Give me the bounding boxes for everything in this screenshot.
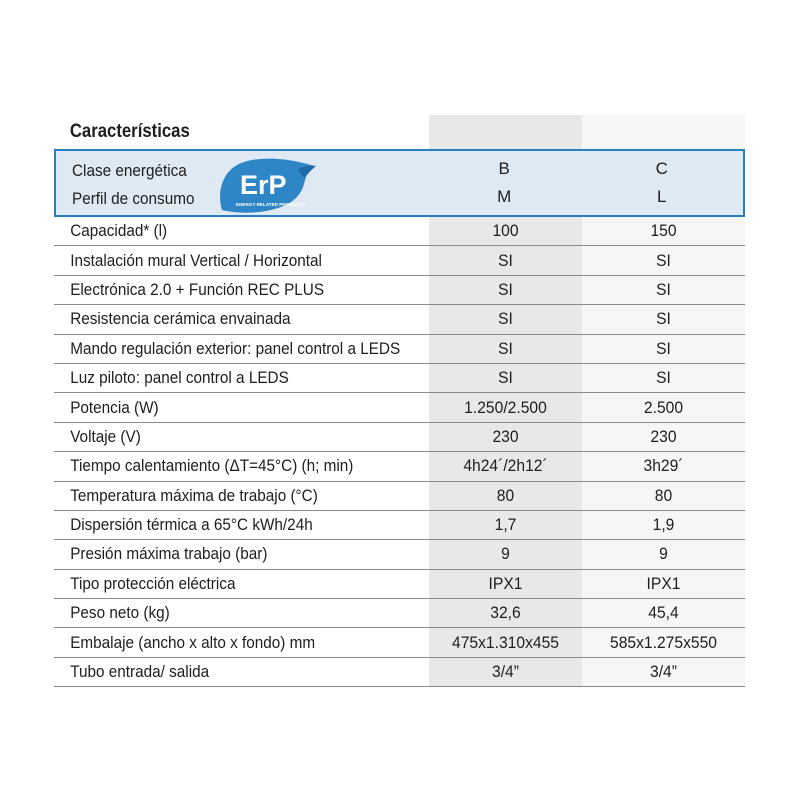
row-value-b: SI [656, 279, 671, 299]
erp-row [54, 151, 745, 217]
row-value-b: 2.500 [643, 397, 684, 417]
row-value-a: 80 [496, 485, 515, 505]
consumption-profile-a: M [497, 187, 512, 206]
row-label: Tiempo calentamiento (ΔT=45°C) (h; min) [70, 456, 354, 476]
title-row [54, 115, 745, 151]
table-row [54, 540, 745, 569]
row-label: Capacidad* (l) [70, 221, 168, 241]
row-value-a: 9 [501, 544, 510, 564]
table-row [54, 628, 745, 657]
table-row [54, 246, 745, 275]
spec-table [54, 115, 745, 687]
row-label: Tipo protección eléctrica [70, 573, 236, 593]
table-row [54, 217, 745, 246]
table-row [54, 452, 745, 481]
table-row [54, 393, 745, 422]
row-label: Dispersión térmica a 65°C kWh/24h [70, 515, 313, 535]
table-row [54, 305, 745, 334]
row-label: Luz piloto: panel control a LEDS [70, 368, 289, 388]
row-label: Tubo entrada/ salida [70, 662, 210, 682]
spec-rows [54, 217, 745, 687]
row-value-a: 1,7 [494, 515, 517, 535]
erp-logo-subtext: ENERGY RELATED PRODUCTS [236, 202, 305, 207]
row-value-b: SI [656, 338, 671, 358]
table-row [54, 364, 745, 393]
row-value-a: 475x1.310x455 [452, 632, 559, 652]
table-row [54, 570, 745, 599]
row-value-b: 585x1.275x550 [610, 632, 717, 652]
erp-values-a [428, 151, 581, 215]
energy-class-label: Clase energética [72, 161, 187, 180]
row-value-b: 45,4 [648, 603, 679, 623]
erp-labels [56, 151, 428, 215]
row-value-a: 1.250/2.500 [464, 397, 547, 417]
row-value-a: SI [498, 338, 513, 358]
row-value-b: IPX1 [646, 573, 681, 593]
row-value-a: 100 [492, 221, 519, 241]
row-label: Peso neto (kg) [70, 603, 170, 623]
table-row [54, 335, 745, 364]
row-label: Voltaje (V) [70, 426, 141, 446]
row-label: Instalación mural Vertical / Horizontal [70, 250, 322, 270]
row-label: Mando regulación exterior: panel control a LEDS [70, 338, 401, 358]
erp-logo-text: ErP [240, 170, 287, 200]
row-value-a: 32,6 [490, 603, 521, 623]
row-label: Temperatura máxima de trabajo (°C) [70, 485, 318, 505]
row-value-b: 230 [650, 426, 677, 446]
row-label: Resistencia cerámica envainada [70, 309, 291, 329]
row-value-a: SI [498, 309, 513, 329]
row-value-b: 80 [654, 485, 673, 505]
row-value-a: SI [498, 368, 513, 388]
table-row [54, 482, 745, 511]
row-label: Presión máxima trabajo (bar) [70, 544, 268, 564]
row-value-a: 3/4” [492, 662, 519, 682]
row-value-b: 1,9 [652, 515, 675, 535]
row-value-b: SI [656, 309, 671, 329]
table-row [54, 276, 745, 305]
row-value-b: 150 [650, 221, 677, 241]
table-row [54, 599, 745, 628]
energy-class-a: B [498, 159, 510, 178]
table-title: Características [69, 121, 190, 142]
row-value-b: 9 [659, 544, 668, 564]
table-row [54, 511, 745, 540]
row-value-b: SI [656, 250, 671, 270]
row-value-a: 230 [492, 426, 519, 446]
row-value-a: SI [498, 250, 513, 270]
table-row [54, 658, 745, 687]
consumption-profile-label: Perfil de consumo [72, 189, 195, 208]
row-label: Potencia (W) [70, 397, 159, 417]
table-row [54, 423, 745, 452]
energy-class-b: C [655, 159, 668, 178]
row-value-a: IPX1 [488, 573, 523, 593]
row-value-b: SI [656, 368, 671, 388]
row-value-a: 4h24´/2h12´ [463, 456, 548, 476]
erp-logo-icon [214, 156, 324, 214]
consumption-profile-b: L [657, 187, 667, 206]
row-label: Embalaje (ancho x alto x fondo) mm [70, 632, 316, 652]
row-value-b: 3/4” [650, 662, 677, 682]
row-label: Electrónica 2.0 + Función REC PLUS [70, 279, 325, 299]
row-value-b: 3h29´ [643, 456, 684, 476]
row-value-a: SI [498, 279, 513, 299]
erp-values-b [580, 151, 743, 215]
